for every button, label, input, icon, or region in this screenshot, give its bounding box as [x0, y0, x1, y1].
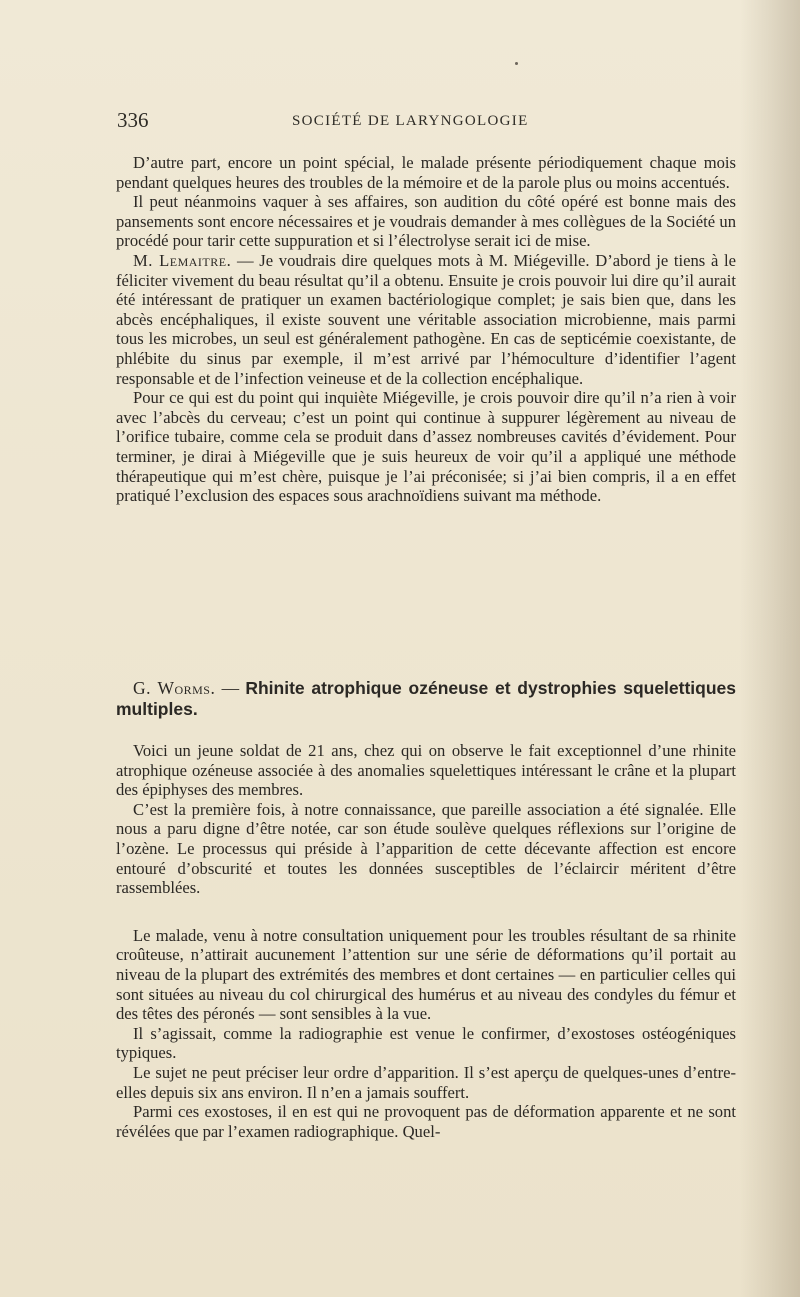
paragraph: Il peut néanmoins vaquer à ses affaires, son audition du côté opéré est bonne mais des pansements sont encore nécessaires et je voudrais demander à mes collègues de la Société un procédé pour tarir cette suppuration et si l’électrolyse serait ici de mise. [116, 192, 736, 251]
speaker-remarks: — Je voudrais dire quelques mots à M. Miégeville. D’abord je tiens à le féliciter vivement du beau résultat qu’il a obtenu. Ensuite je crois pouvoir lui dire qu’il aurait été intéressant de pratiquer un examen bactériologique complet; je sais bien que, dans les abcès encéphaliques, il existe souvent une véritable association microbienne, mais parmi tous les microbes, un seul est généralement pathogène. En cas de septicémie coexistante, de phlébite du sinus par exemple, il m’est arrivé par l’hémoculture d’identifier l’agent responsable et de l’infection veineuse et de la collection encéphalique. [116, 250, 736, 388]
discussion-text [116, 153, 736, 506]
running-head: SOCIÉTÉ DE LARYNGOLOGIE [292, 113, 529, 129]
article-author: G. Worms. [133, 678, 216, 698]
paragraph: D’autre part, encore un point spécial, le malade présente périodiquement chaque mois pendant quelques heures des troubles de la mémoire et de la parole plus ou moins accentués. [116, 153, 736, 192]
page-number: 336 [117, 108, 149, 132]
paragraph: Parmi ces exostoses, il en est qui ne provoquent pas de déformation apparente et ne sont révélées que par l’examen radiographique. Quel- [116, 1102, 736, 1141]
article-title: Rhinite atrophique ozéneuse et dystrophies squelettiques multiples. [116, 678, 737, 719]
paragraph: Voici un jeune soldat de 21 ans, chez qui on observe le fait exceptionnel d’une rhinite atrophique ozéneuse associée à des anomalies squelettiques intéressant le crâne et la plupart des épiphyses des membres. [116, 741, 736, 800]
ink-speck [515, 62, 518, 65]
paragraph: Le malade, venu à notre consultation uniquement pour les troubles résultant de sa rhinite croûteuse, n’attirait aucunement l’attention sur une série de déformations qu’il portait au niveau de la plupart des extrémités des membres et dont certaines — en particulier celles qui sont situées au niveau du col chirurgical des humérus et au niveau des condyles du fémur et des têtes des péronés — sont sensibles à la vue. [116, 925, 736, 1024]
paragraph-lemaitre [116, 251, 736, 388]
heading-dash: — [215, 678, 246, 698]
paragraph: C’est la première fois, à notre connaissance, que pareille association a été signalée. Elle nous a paru digne d’être notée, car son étude soulève quelques réflexions sur l’origine de l’ozène. Le processus qui préside à l’apparition de cette décevante affection est encore entouré d’obscurité et toutes les données susceptibles de l’éclaircir méritent d’être rassemblées. [116, 799, 736, 898]
paragraph: Pour ce qui est du point qui inquiète Miégeville, je crois pouvoir dire qu’il n’a rien à voir avec l’abcès du cerveau; c’est un point qui continue à suppurer légèrement au niveau de l’orifice tubaire, comme cela se produit dans d’assez nombreuses cavités d’évidement. Pour terminer, je dirai à Miégeville que je suis heureux de voir qu’il a appliqué une méthode thérapeutique qui m’est chère, puisque je l’ai préconisée; si j’ai bien compris, il a en effet pratiqué l’exclusion des espaces sous arachnoïdiens suivant ma méthode. [116, 388, 736, 506]
speaker-name: M. Lemaitre. [133, 250, 232, 270]
article-section [116, 678, 736, 1141]
page-header [117, 108, 737, 138]
paragraph: Le sujet ne peut préciser leur ordre d’apparition. Il s’est aperçu de quelques-unes d’entre-elles depuis six ans environ. Il n’en a jamais souffert. [116, 1062, 736, 1102]
paragraph-gap [116, 898, 736, 926]
paragraph: Il s’agissait, comme la radiographie est venue le confirmer, d’exostoses ostéogéniques typiques. [116, 1023, 736, 1063]
article-heading [116, 678, 736, 720]
